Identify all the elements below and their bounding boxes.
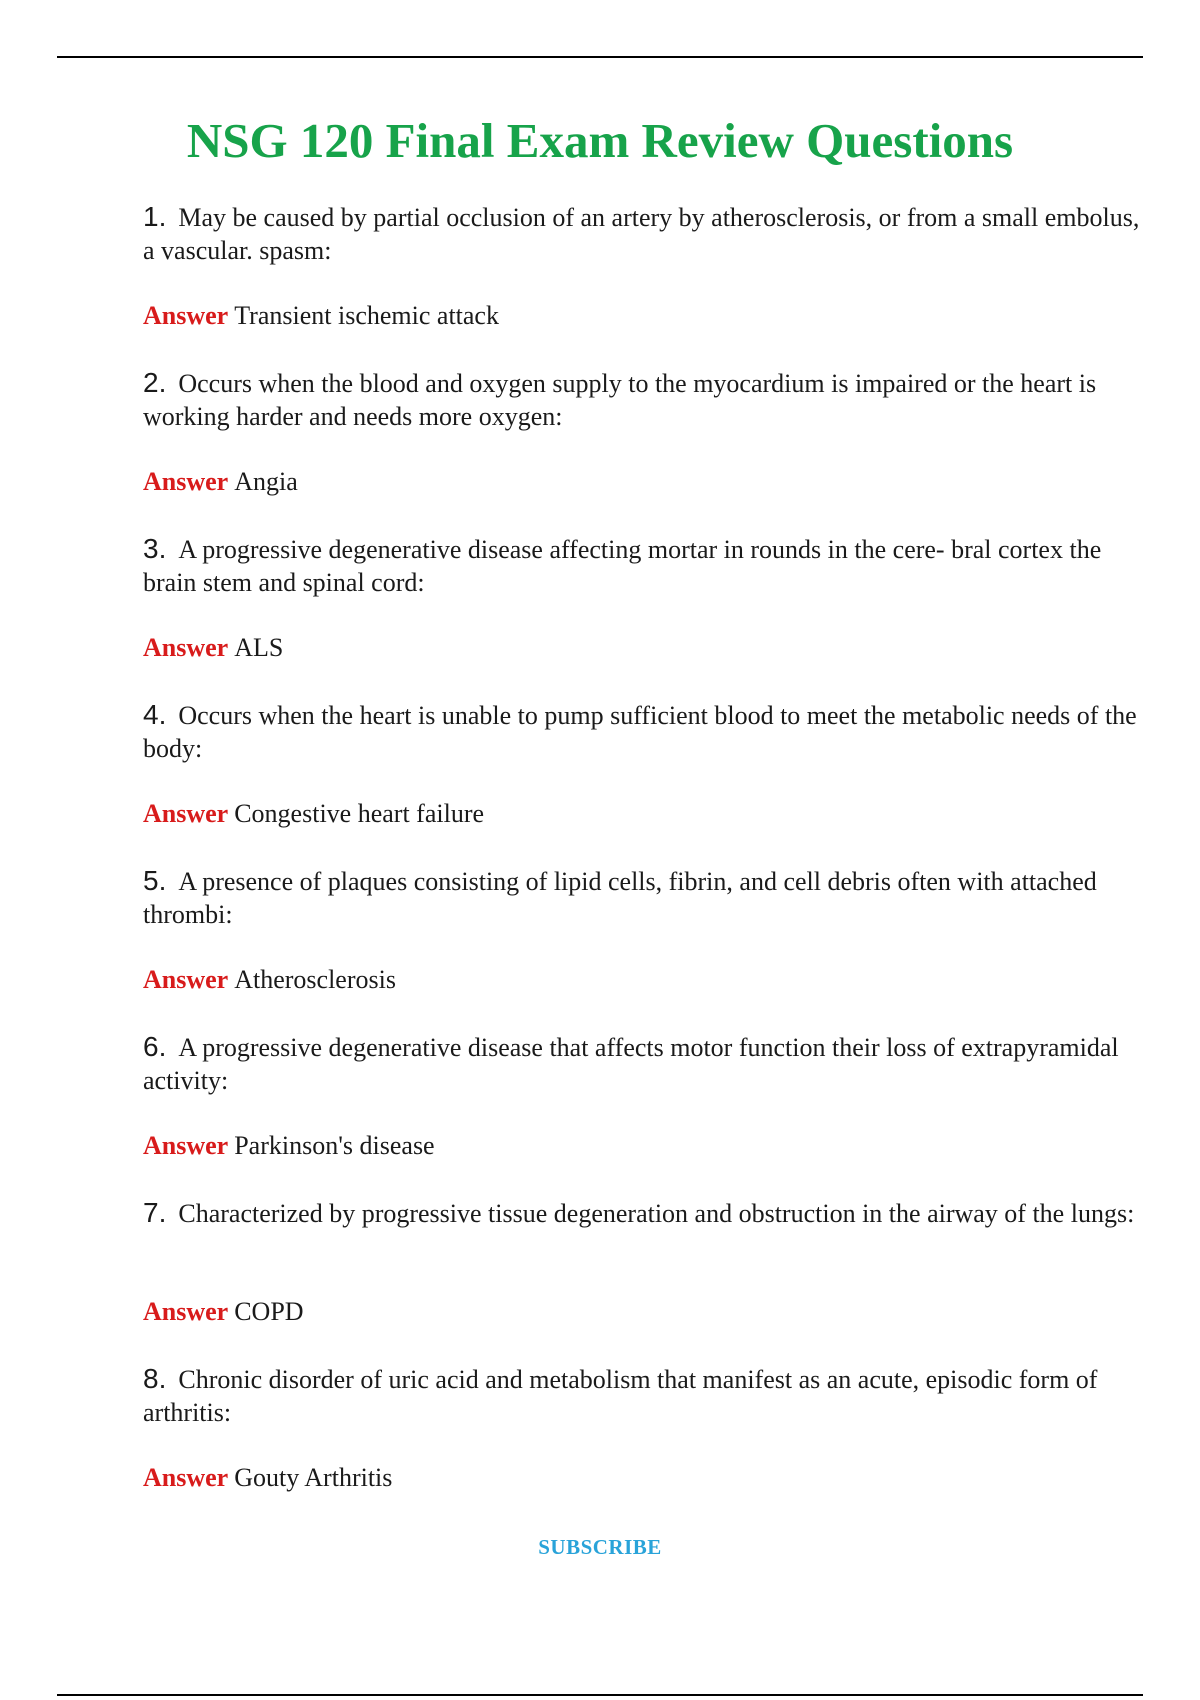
answer-text: Transient ischemic attack xyxy=(234,301,499,330)
answer-text: Congestive heart failure xyxy=(234,799,485,828)
answer xyxy=(143,1461,392,1494)
question-text: Chronic disorder of uric acid and metabolism that manifest as an acute, episodic form of arthritis: xyxy=(143,1365,1098,1427)
question xyxy=(143,1362,1143,1429)
question-text: A progressive degenerative disease affecting mortar in rounds in the cere- bral cortex the brain stem and spinal cord: xyxy=(143,535,1102,597)
question-number: 4. xyxy=(143,699,167,730)
question xyxy=(143,1030,1143,1097)
answer-text: ALS xyxy=(234,633,284,662)
qa-item xyxy=(143,532,1143,698)
answer-text: COPD xyxy=(234,1297,304,1326)
question-text: A progressive degenerative disease that affects motor function their loss of extrapyramidal activity: xyxy=(143,1033,1119,1095)
question-text: May be caused by partial occlusion of an artery by atherosclerosis, or from a small embolus, a vascular. spasm: xyxy=(143,203,1140,265)
answer-text: Parkinson's disease xyxy=(234,1131,435,1160)
top-divider xyxy=(57,56,1143,58)
page-title: NSG 120 Final Exam Review Questions xyxy=(186,113,1014,168)
answer-label: Answer xyxy=(143,1297,229,1326)
answer-label: Answer xyxy=(143,301,229,330)
question xyxy=(143,1196,1143,1230)
question-number: 5. xyxy=(143,865,167,896)
question-number: 3. xyxy=(143,533,167,564)
answer xyxy=(143,631,283,664)
question-number: 6. xyxy=(143,1031,167,1062)
qa-item xyxy=(143,366,1143,532)
qa-item xyxy=(143,1030,1143,1196)
answer xyxy=(143,465,298,498)
qa-item xyxy=(143,1196,1143,1362)
question-number: 8. xyxy=(143,1363,167,1394)
answer xyxy=(143,963,396,996)
question xyxy=(143,532,1143,599)
question xyxy=(143,200,1143,267)
question xyxy=(143,366,1143,433)
question xyxy=(143,698,1143,765)
question-list xyxy=(143,200,1143,1528)
question-text: Characterized by progressive tissue degeneration and obstruction in the airway of the lungs: xyxy=(178,1199,1135,1228)
qa-item xyxy=(143,200,1143,366)
qa-item xyxy=(143,698,1143,864)
question-number: 1. xyxy=(143,201,167,232)
question-number: 2. xyxy=(143,367,167,398)
question-text: Occurs when the blood and oxygen supply to the myocardium is impaired or the heart is working harder and needs more oxygen: xyxy=(143,369,1097,431)
answer xyxy=(143,1295,304,1328)
qa-item xyxy=(143,864,1143,1030)
answer-text: Angia xyxy=(234,467,298,496)
answer-label: Answer xyxy=(143,799,229,828)
answer-label: Answer xyxy=(143,467,229,496)
answer xyxy=(143,1129,435,1162)
answer-label: Answer xyxy=(143,965,229,994)
answer xyxy=(143,299,499,332)
question-number: 7. xyxy=(143,1197,167,1228)
bottom-divider xyxy=(57,1694,1143,1696)
answer-text: Gouty Arthritis xyxy=(234,1463,393,1492)
answer-text: Atherosclerosis xyxy=(234,965,396,994)
question xyxy=(143,864,1143,931)
answer-label: Answer xyxy=(143,1131,229,1160)
question-text: A presence of plaques consisting of lipid cells, fibrin, and cell debris often with attached thrombi: xyxy=(143,867,1097,929)
answer-label: Answer xyxy=(143,633,229,662)
answer xyxy=(143,797,484,830)
question-text: Occurs when the heart is unable to pump sufficient blood to meet the metabolic needs of the body: xyxy=(143,701,1137,763)
answer-label: Answer xyxy=(143,1463,229,1492)
subscribe-link[interactable]: SUBSCRIBE xyxy=(538,1535,662,1559)
qa-item xyxy=(143,1362,1143,1528)
